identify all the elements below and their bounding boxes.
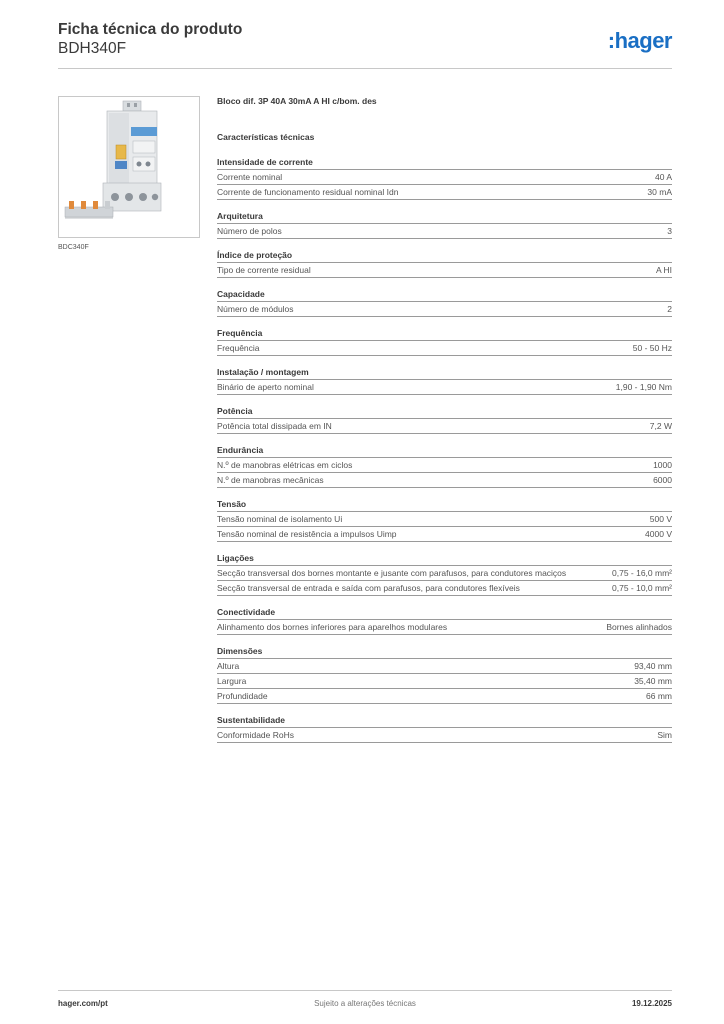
spec-row <box>217 263 672 278</box>
spec-value: 40 A <box>654 172 672 182</box>
spec-label: Largura <box>217 676 247 686</box>
footer-website: hager.com/pt <box>58 999 108 1008</box>
spec-value: 1,90 - 1,90 Nm <box>615 382 672 392</box>
spec-value: 93,40 mm <box>634 661 672 671</box>
spec-row <box>217 620 672 635</box>
spec-row <box>217 224 672 239</box>
image-caption: BDC340F <box>58 244 89 251</box>
footer-date: 19.12.2025 <box>631 999 672 1008</box>
spec-value: Bornes alinhados <box>606 622 672 632</box>
rcd-block-illustration <box>59 97 199 237</box>
spec-label: Profundidade <box>217 691 268 701</box>
spec-label: Secção transversal de entrada e saída com parafusos, para condutores flexíveis <box>217 583 520 593</box>
spec-group-title: Tensão <box>217 498 672 512</box>
header-divider <box>58 68 672 69</box>
spec-group <box>217 498 672 542</box>
spec-group-title: Ligações <box>217 552 672 566</box>
spec-label: Tensão nominal de resistência a impulsos Uimp <box>217 529 397 539</box>
page-footer <box>58 990 672 1008</box>
spec-row <box>217 659 672 674</box>
spec-label: Número de módulos <box>217 304 294 314</box>
spec-row <box>217 728 672 743</box>
spec-groups <box>217 156 672 743</box>
spec-value: 0,75 - 10,0 mm² <box>612 583 672 593</box>
spec-group <box>217 606 672 635</box>
spec-value: 66 mm <box>646 691 672 701</box>
spec-group-title: Capacidade <box>217 288 672 302</box>
spec-value: 1000 <box>653 460 672 470</box>
spec-label: Número de polos <box>217 226 282 236</box>
spec-value: 0,75 - 16,0 mm² <box>612 568 672 578</box>
spec-group-title: Dimensões <box>217 645 672 659</box>
spec-value: 500 V <box>649 514 672 524</box>
spec-label: N.º de manobras elétricas em ciclos <box>217 460 353 470</box>
spec-group-title: Índice de proteção <box>217 249 672 263</box>
characteristics-heading: Características técnicas <box>217 132 315 142</box>
spec-row <box>217 566 672 581</box>
spec-group <box>217 288 672 317</box>
product-description: Bloco dif. 3P 40A 30mA A HI c/bom. des <box>217 96 377 106</box>
spec-label: Tipo de corrente residual <box>217 265 311 275</box>
spec-value: 3 <box>667 226 672 236</box>
spec-content <box>217 94 672 743</box>
spec-label: Potência total dissipada em IN <box>217 421 332 431</box>
spec-group <box>217 210 672 239</box>
spec-group <box>217 645 672 704</box>
spec-row <box>217 674 672 689</box>
hager-logo: :hager <box>607 28 672 53</box>
spec-group <box>217 444 672 488</box>
spec-value: A HI <box>655 265 672 275</box>
spec-row <box>217 170 672 185</box>
footer-note: Sujeito a alterações técnicas <box>314 999 416 1008</box>
spec-value: 30 mA <box>647 187 672 197</box>
spec-group-title: Endurância <box>217 444 672 458</box>
spec-row <box>217 185 672 200</box>
spec-value: 4000 V <box>645 529 672 539</box>
spec-group <box>217 366 672 395</box>
spec-group <box>217 156 672 200</box>
spec-label: Secção transversal dos bornes montante e jusante com parafusos, para condutores maciços <box>217 568 567 578</box>
spec-value: 35,40 mm <box>634 676 672 686</box>
spec-label: Corrente nominal <box>217 172 283 182</box>
spec-row <box>217 689 672 704</box>
spec-value: 50 - 50 Hz <box>632 343 672 353</box>
spec-row <box>217 512 672 527</box>
page-header <box>58 20 672 68</box>
spec-label: Conformidade RoHs <box>217 730 295 740</box>
spec-row <box>217 527 672 542</box>
product-image <box>58 96 200 238</box>
spec-value: 7,2 W <box>649 421 672 431</box>
spec-group-title: Frequência <box>217 327 672 341</box>
spec-label: N.º de manobras mecânicas <box>217 475 324 485</box>
spec-group <box>217 552 672 596</box>
spec-label: Frequência <box>217 343 260 353</box>
spec-row <box>217 380 672 395</box>
spec-group <box>217 249 672 278</box>
product-reference: BDH340F <box>58 40 127 57</box>
spec-label: Altura <box>217 661 240 671</box>
spec-group-title: Intensidade de corrente <box>217 156 672 170</box>
spec-row <box>217 302 672 317</box>
spec-group <box>217 327 672 356</box>
spec-group-title: Arquitetura <box>217 210 672 224</box>
spec-label: Tensão nominal de isolamento Ui <box>217 514 343 524</box>
spec-label: Corrente de funcionamento residual nominal Idn <box>217 187 399 197</box>
spec-label: Binário de aperto nominal <box>217 382 314 392</box>
spec-group <box>217 714 672 743</box>
spec-row <box>217 419 672 434</box>
spec-row <box>217 473 672 488</box>
spec-row <box>217 341 672 356</box>
spec-value: 6000 <box>653 475 672 485</box>
spec-group-title: Conectividade <box>217 606 672 620</box>
spec-group-title: Instalação / montagem <box>217 366 672 380</box>
spec-row <box>217 581 672 596</box>
spec-group-title: Potência <box>217 405 672 419</box>
spec-group <box>217 405 672 434</box>
spec-label: Alinhamento dos bornes inferiores para aparelhos modulares <box>217 622 448 632</box>
document-title: Ficha técnica do produto <box>58 21 243 38</box>
spec-value: Sim <box>657 730 672 740</box>
spec-row <box>217 458 672 473</box>
spec-group-title: Sustentabilidade <box>217 714 672 728</box>
spec-value: 2 <box>667 304 672 314</box>
